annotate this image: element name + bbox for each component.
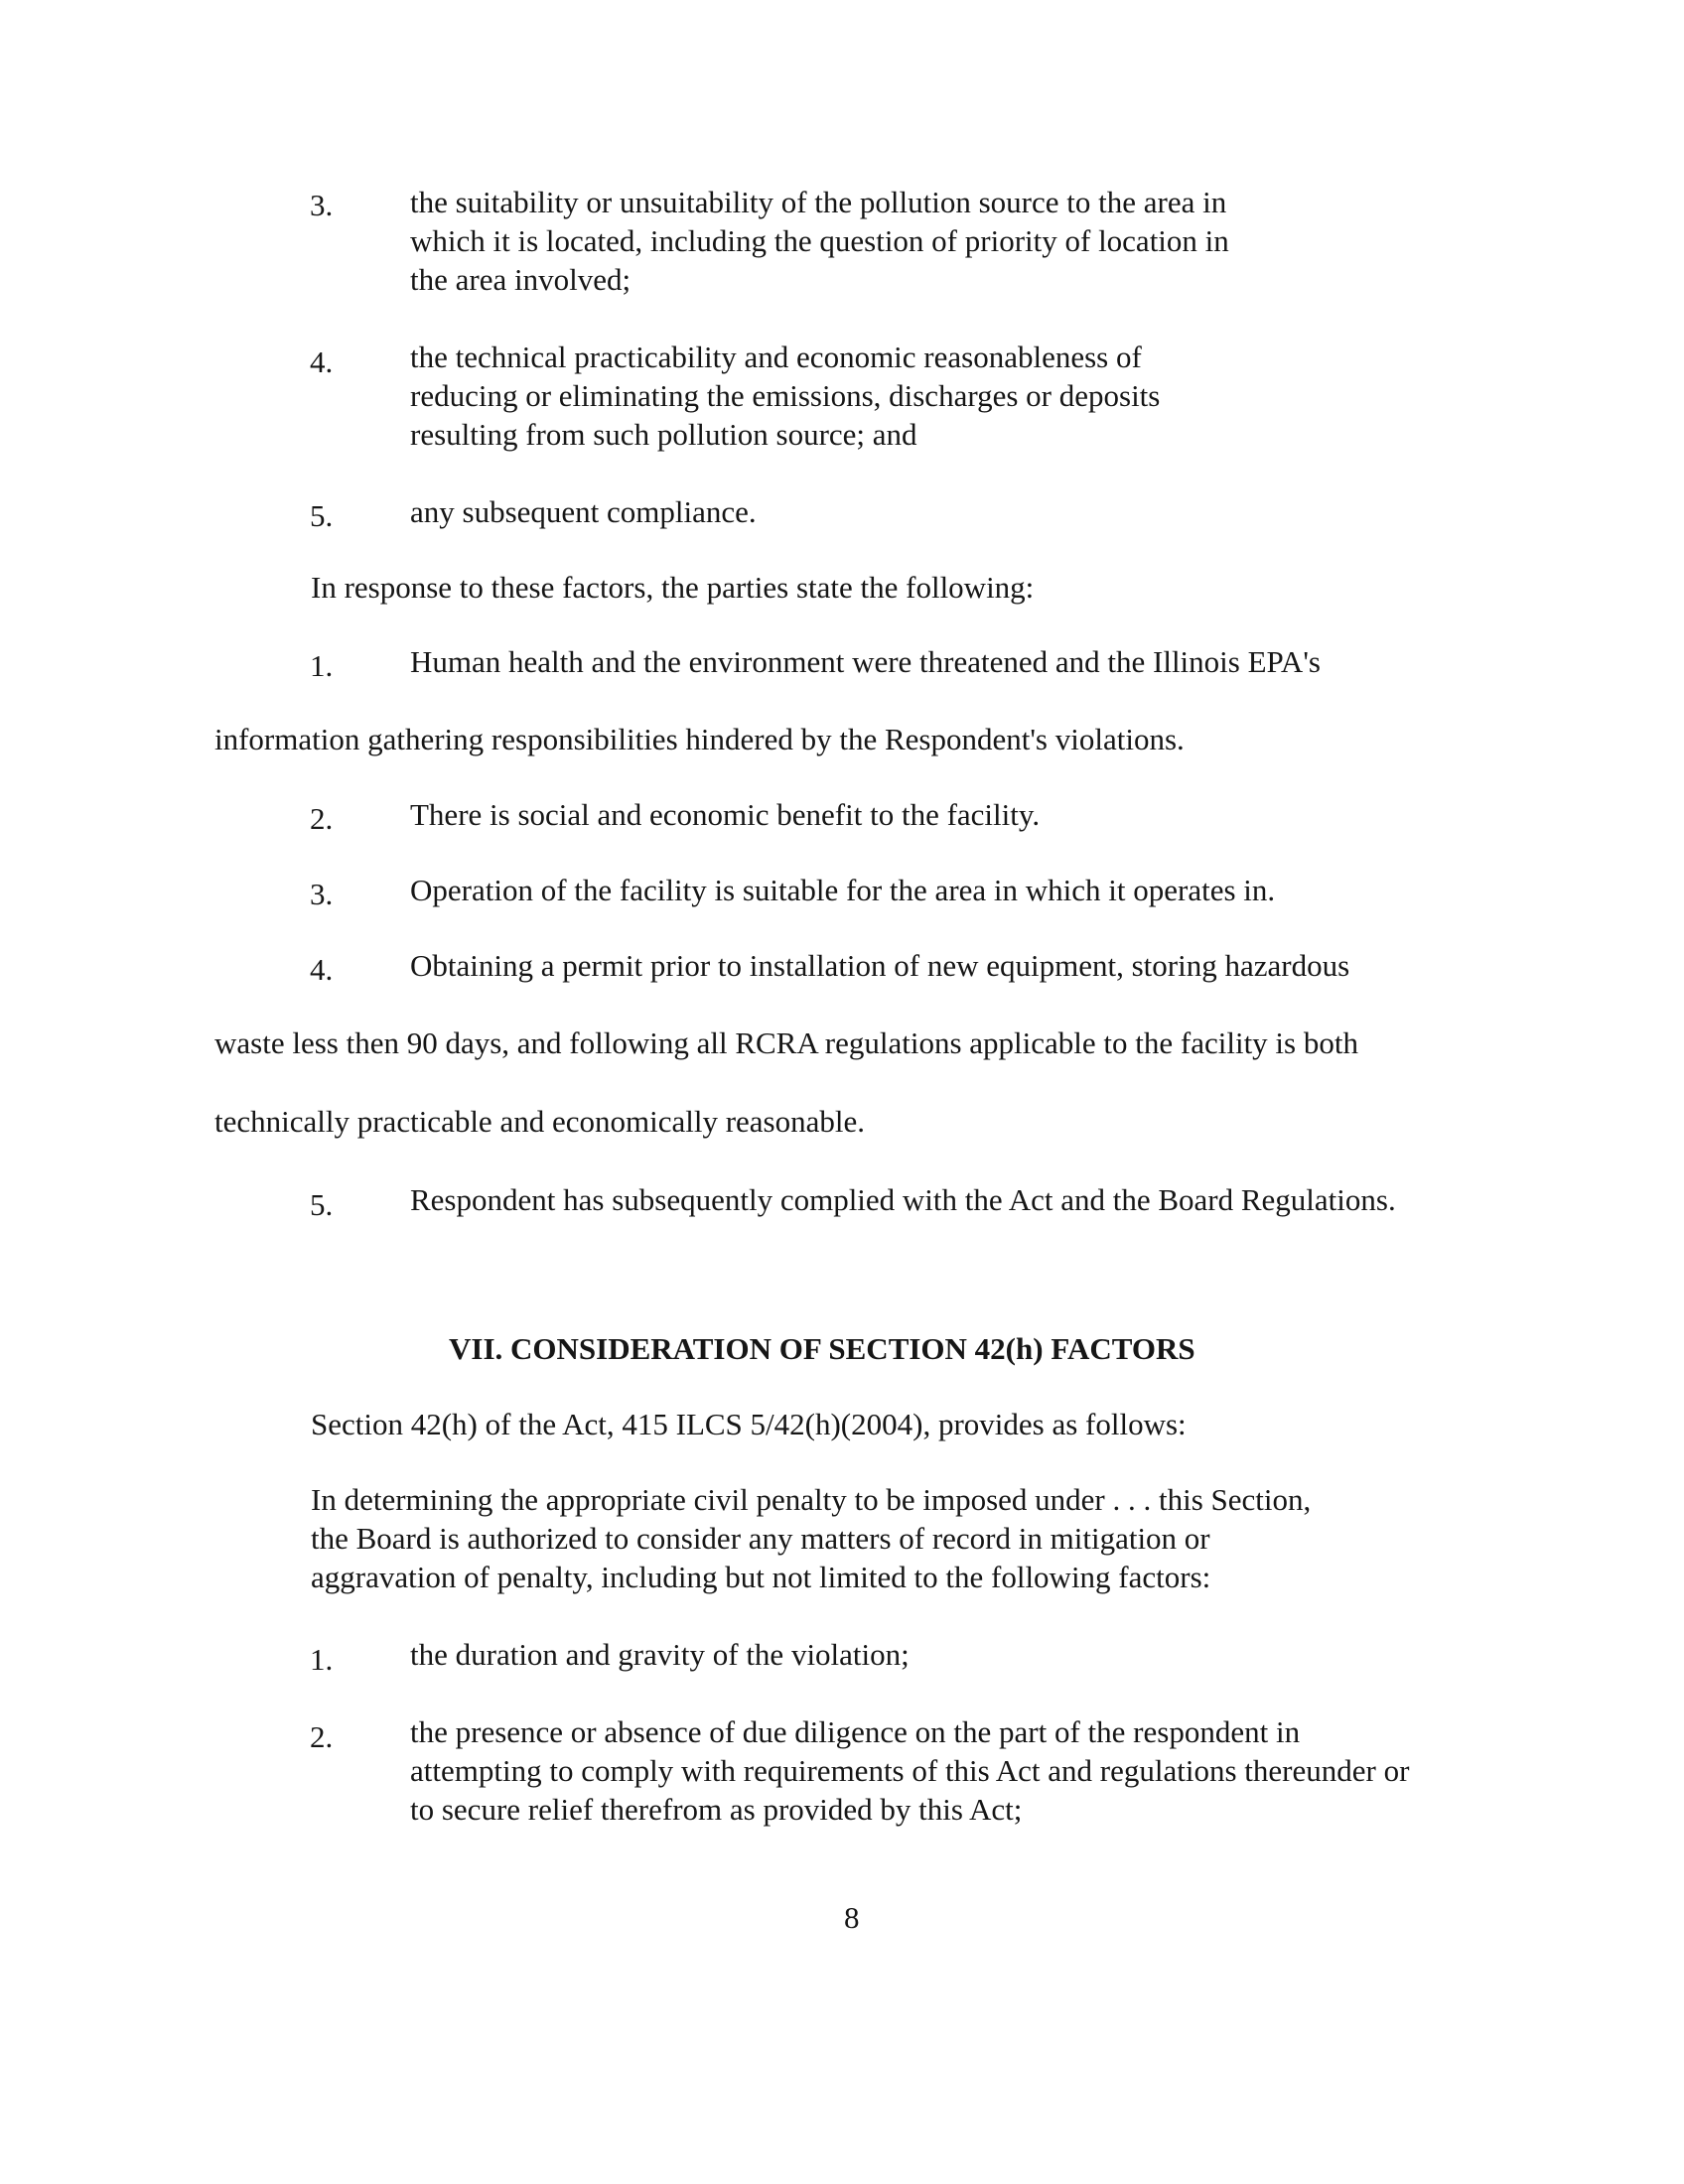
list-text-line: the suitability or unsuitability of the pollution source to the area in (410, 185, 1227, 219)
response-number: 5. (310, 1187, 334, 1222)
response-text-line: information gathering responsibilities hindered by the Respondent's violations. (214, 722, 1185, 756)
response-text-line: There is social and economic benefit to the facility. (410, 797, 1041, 832)
section-heading: VII. CONSIDERATION OF SECTION 42(h) FACTORS (449, 1331, 1195, 1366)
list-number: 1. (310, 1642, 334, 1677)
response-intro: In response to these factors, the parties state the following: (311, 570, 1035, 605)
response-text-line: technically practicable and economically reasonable. (214, 1104, 865, 1139)
section-intro: Section 42(h) of the Act, 415 ILCS 5/42(h)(2004), provides as follows: (311, 1407, 1187, 1441)
response-number: 4. (310, 952, 334, 987)
quote-line: the Board is authorized to consider any matters of record in mitigation or (311, 1521, 1210, 1556)
list-number: 2. (310, 1719, 334, 1754)
quote-line: aggravation of penalty, including but not limited to the following factors: (311, 1560, 1211, 1594)
list-text-line: reducing or eliminating the emissions, discharges or deposits (410, 378, 1161, 413)
list-number: 5. (310, 498, 334, 533)
response-text-line: Respondent has subsequently complied with the Act and the Board Regulations. (410, 1182, 1396, 1217)
response-text-line: waste less then 90 days, and following all RCRA regulations applicable to the facility is both (214, 1025, 1358, 1060)
list-text-line: the area involved; (410, 262, 632, 297)
list-number: 4. (310, 344, 334, 379)
page-number: 8 (844, 1900, 860, 1935)
quote-line: In determining the appropriate civil penalty to be imposed under . . . this Section, (311, 1482, 1312, 1517)
list-text-line: which it is located, including the question of priority of location in (410, 223, 1229, 258)
list-number: 3. (310, 188, 334, 222)
response-number: 1. (310, 648, 334, 683)
list-text-line: resulting from such pollution source; and (410, 417, 917, 452)
response-text-line: Operation of the facility is suitable for the area in which it operates in. (410, 873, 1276, 907)
list-text-line: the duration and gravity of the violation; (410, 1637, 910, 1672)
response-number: 2. (310, 801, 334, 836)
list-text-line: the presence or absence of due diligence on the part of the respondent in (410, 1714, 1301, 1749)
response-number: 3. (310, 877, 334, 911)
response-text-line: Obtaining a permit prior to installation of new equipment, storing hazardous (410, 948, 1350, 983)
list-text-line: attempting to comply with requirements of this Act and regulations thereunder or (410, 1753, 1410, 1788)
list-text-line: to secure relief therefrom as provided by this Act; (410, 1792, 1023, 1827)
list-text-line: the technical practicability and economic reasonableness of (410, 340, 1142, 374)
list-text-line: any subsequent compliance. (410, 494, 757, 529)
response-text-line: Human health and the environment were threatened and the Illinois EPA's (410, 644, 1321, 679)
